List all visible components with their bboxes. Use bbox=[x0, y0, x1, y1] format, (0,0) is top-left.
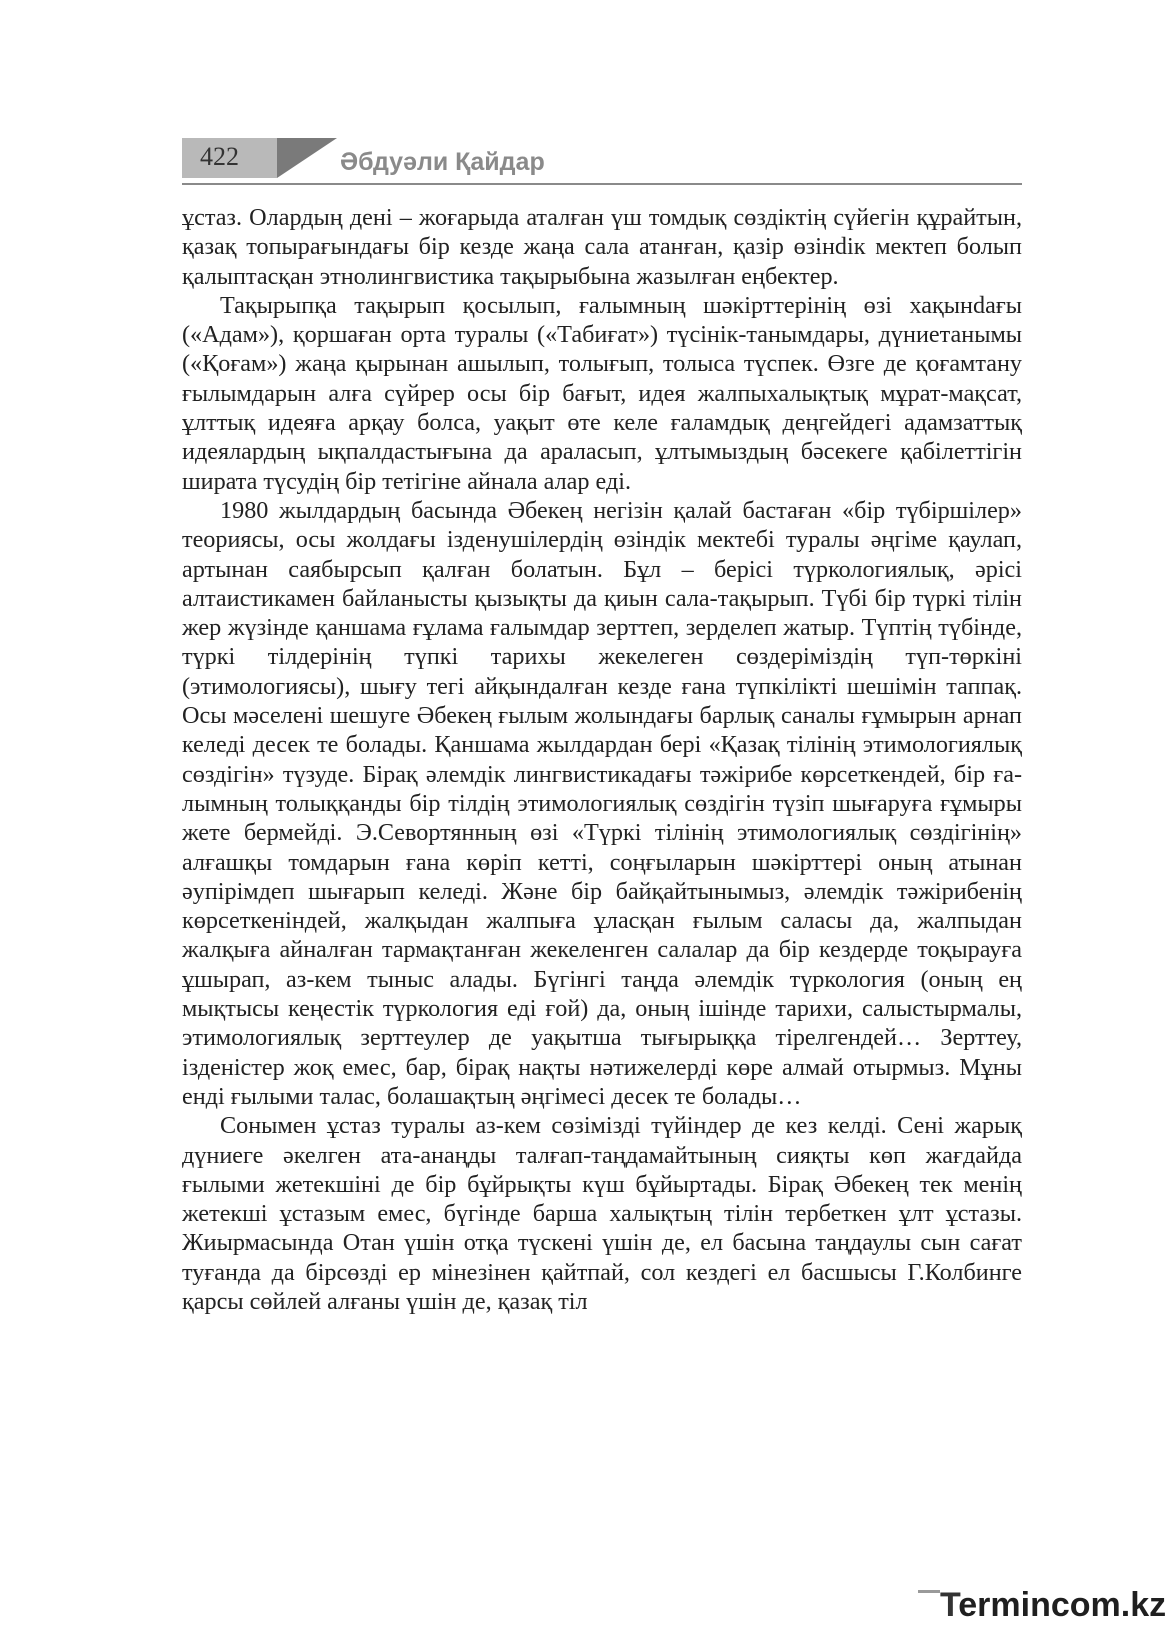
paragraph-3: 1980 жылдардың басында Әбекең негізін қалай бастаған «бір түбіршілер» теориясы, осы жолдағы ізденушілердің өзіндік мектебі туралы әңгіме қаулап, артынан саябырсып қалған болатын. Бұл – берісі түркологиялық, әрісі алтаистикамен байланысты қызықты да қиын сала-тақырып. Түбі бір түркі тілін жер жүзінде қаншама ғұлама ғалымдар зерттеп, зерделеп жатыр. Түптің түбінде, түркі тілдерінің түпкі тарихы жекелеген сөздеріміздің түп-төркіні (этимологиясы), шығу тегі айқындалған кезде ғана түпкілікті шешімін таппақ. Осы мәселені шешуге Әбекең ғылым жолындағы барлық саналы ғұмырын арнап келеді десек те болады. Қаншама жылдардан бері «Қазақ тілінің этимологиялық сөздігін» түзуде. Бірақ әлемдік лингвистикадағы тәжірибе көрсеткендей, бір ғалымның толыққанды бір тілдің этимологиялық сөздігін түзіп шығаруға ғұмыры жете бермейді. Э.Севортянның өзі «Түркі тілінің этимологиялық сөздігінің» алғашқы томдарын ғана көріп кетті, соңғыларын шәкірттері оның атынан әупірімдеп шығарып келеді. Және бір байқайтынымыз, әлемдік тәжірибенің көрсеткеніндей, жалқыдан жалпыға ұласқан ғылым саласы да, жалпыдан жалқыға айналған тармақтанған жекеленген салалар да бір кездерде тоқырауға ұшырап, аз-кем тыныс алады. Бүгінгі таңда әлемдік түркология (оның ең мықтысы кеңестік түркология еді ғой) да, оның ішінде тарихи, салыстырмалы, этимологиялық зерттеулер де уақытша тығырыққа тірелгендей… Зерттеу, ізденістер жоқ емес, бар, бірақ нақты нәтижелерді көре алмай отырмыз. Мұны енді ғылыми талас, болашақтың әңгімесі десек те болады… bbox=[182, 496, 1022, 1110]
header-rule bbox=[182, 183, 1022, 185]
paragraph-4: Сонымен ұстаз туралы аз-кем сөзімізді түйіндер де кез келді. Сені жарық дүниеге әкелген ата-анаңды талғап-таңдамайтының сияқты көп жағдайда ғылыми жетекшіні де бір бұйрықты күш бұйыртады. Бірақ Әбекең тек менің жетекші ұстазым емес, бүгінде барша халықтың тілін тербеткен ұлт ұстазы. Жиырмасында Отан үшін отқа түскені үшін де, ел басына таңдаулы сын сағат туғанда да бірсөзді ер мінезінен қайтпай, сол кездегі ел басшысы Г.Колбинге қарсы сөйлей алғаны үшін де, қазақ тіл bbox=[182, 1112, 1022, 1315]
watermark-text-1: erminc bbox=[958, 1586, 1070, 1624]
site-watermark bbox=[940, 1586, 1166, 1625]
watermark-letter-t: T bbox=[940, 1586, 959, 1624]
page-number: 422 bbox=[200, 142, 239, 171]
watermark-o-icon: o bbox=[1069, 1586, 1091, 1624]
watermark-text-2: m.kz bbox=[1090, 1586, 1166, 1624]
paragraph-2: Тақырыпқа тақырып қосылып, ғалымның шәкірттерінің өзі хақынdағы («Адам»), қоршаған орта туралы («Табиғат») түсінік-танымдары, дүниетанымы («Қоғам») жаңа қырынан ашылып, толығып, толыса түспек. Өзге де қоғамтану ғылымдарын алға сүйрер осы бір бағыт, идея жалпыхалықтық мұрат-мақсат, ұлттық идеяға арқау болса, уақыт өте келе ғаламдық деңгейдегі адамзаттық идеялардың ықпалдастығына да араласып, ұлтымыздың бәсекеге қабілеттігін ширата түсудің бір тетігіне айнала алар еді. bbox=[182, 291, 1022, 495]
page-tab-arrow bbox=[277, 138, 337, 178]
running-title: Әбдуәли Қайдар bbox=[340, 148, 545, 176]
page-header bbox=[182, 138, 1022, 190]
body-text bbox=[182, 203, 1022, 1316]
paragraph-1: ұстаз. Олардың дені – жоғарыда аталған үш томдық сөздіктің сүйегін құрайтын, қазақ топырағындағы бір кезде жаңа сала атанған, қазір өзінdік мектеп болып қалыптасқан этнолингвистика тақырыбына жазылған еңбектер. bbox=[182, 204, 1022, 290]
